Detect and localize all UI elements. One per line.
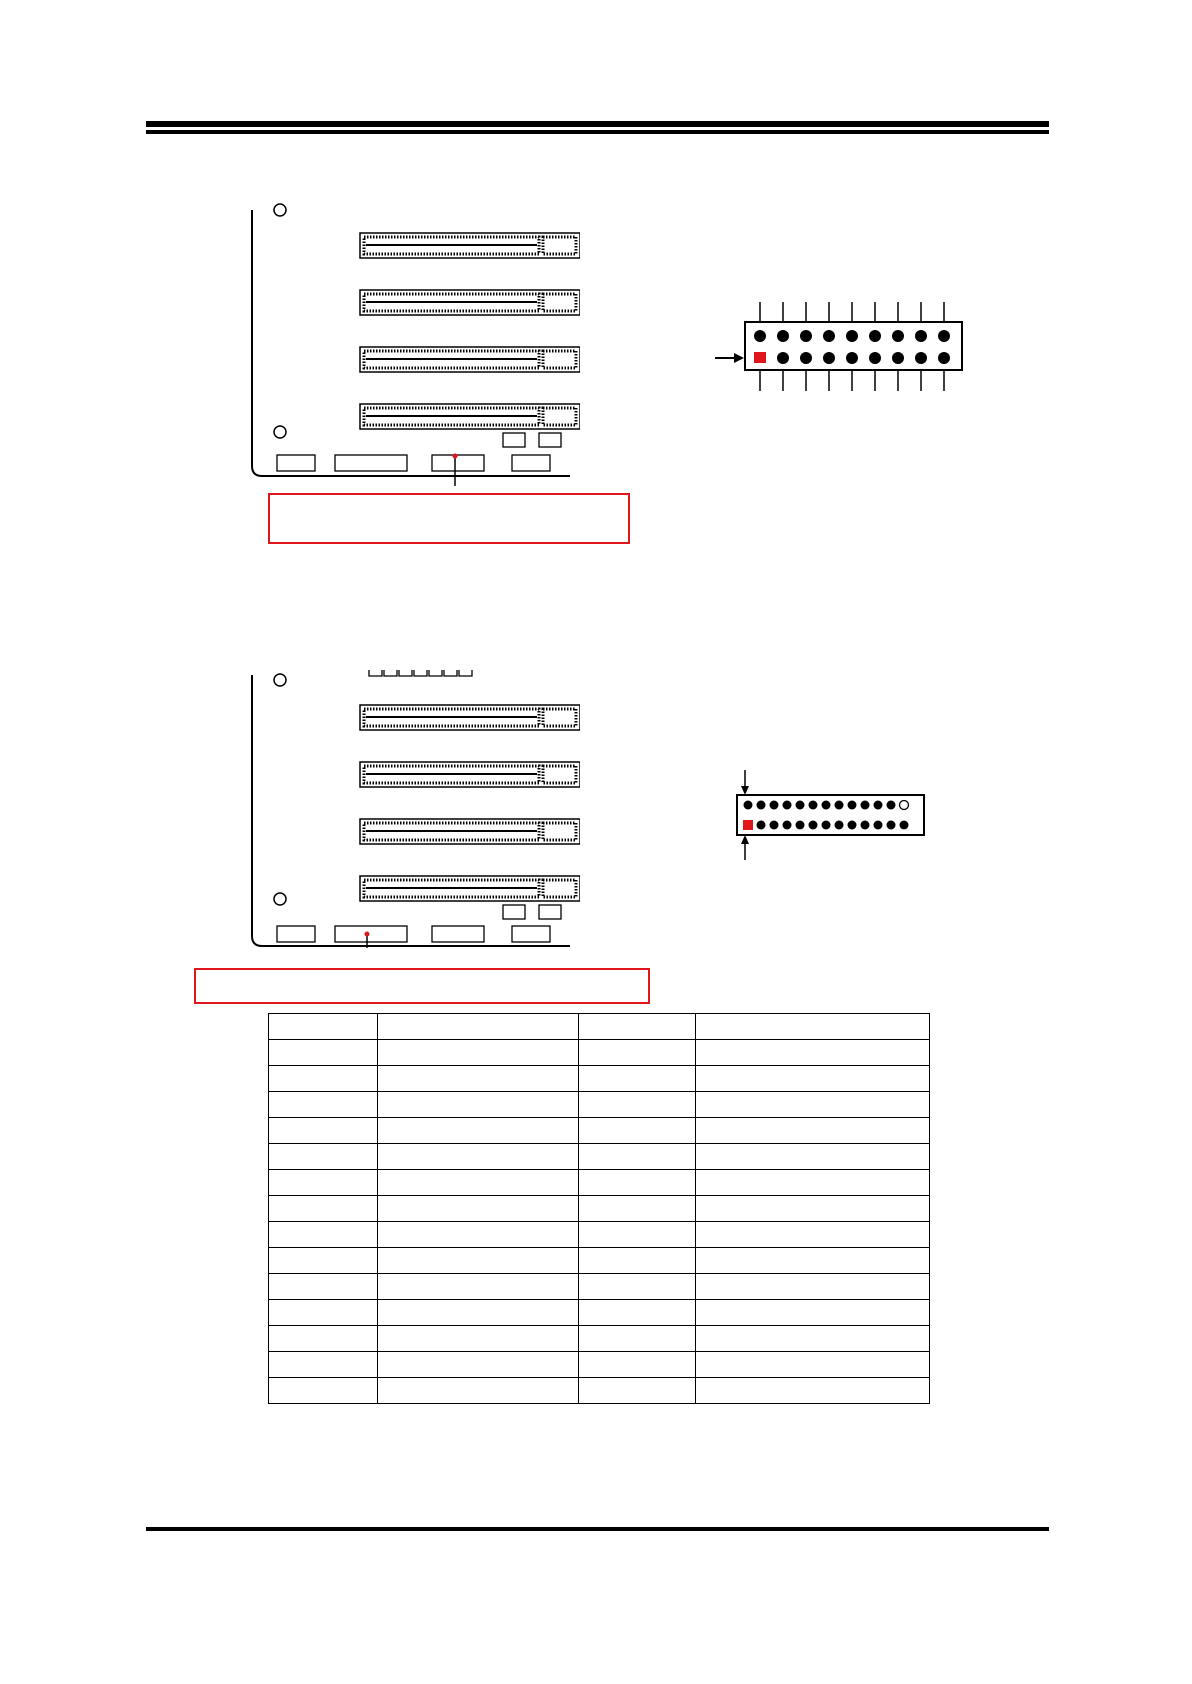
arrow-up-icon — [741, 835, 749, 844]
table-cell — [378, 1040, 579, 1066]
pci-slots — [360, 233, 580, 429]
table-cell — [269, 1352, 378, 1378]
table-cell — [378, 1378, 579, 1404]
table-cell — [269, 1248, 378, 1274]
jumper-blocks — [277, 905, 561, 942]
table-row — [269, 1144, 930, 1170]
pin-assignment-table — [268, 1013, 930, 1404]
table-cell — [579, 1092, 696, 1118]
table-cell — [696, 1326, 930, 1352]
motherboard-diagram-2 — [240, 670, 580, 950]
table-cell — [378, 1222, 579, 1248]
table-cell — [696, 1066, 930, 1092]
arrow-down-icon — [741, 786, 749, 795]
jumper-blocks — [277, 433, 561, 471]
table-cell — [269, 1378, 378, 1404]
table-cell — [696, 1092, 930, 1118]
table-cell — [579, 1144, 696, 1170]
table-cell — [696, 1118, 930, 1144]
footer-rule — [146, 1527, 1049, 1531]
table-header-cell — [269, 1014, 378, 1040]
table-cell — [269, 1040, 378, 1066]
table-cell — [696, 1274, 930, 1300]
table-header-cell — [696, 1014, 930, 1040]
table-cell — [579, 1274, 696, 1300]
table-header-cell — [378, 1014, 579, 1040]
table-row — [269, 1248, 930, 1274]
table-cell — [378, 1196, 579, 1222]
motherboard-diagram-1 — [240, 200, 580, 490]
table-cell — [378, 1118, 579, 1144]
table-cell — [696, 1222, 930, 1248]
table-row — [269, 1066, 930, 1092]
table-cell — [696, 1248, 930, 1274]
callout-box-1 — [268, 493, 630, 544]
header-rule-top — [146, 121, 1049, 127]
table-row — [269, 1326, 930, 1352]
table-cell — [378, 1066, 579, 1092]
table-cell — [696, 1378, 930, 1404]
table-cell — [696, 1040, 930, 1066]
table-cell — [378, 1092, 579, 1118]
table-row — [269, 1170, 930, 1196]
pci-slots — [360, 705, 580, 901]
table-row — [269, 1040, 930, 1066]
table-row — [269, 1274, 930, 1300]
table-cell — [269, 1300, 378, 1326]
table-cell — [579, 1040, 696, 1066]
table-cell — [579, 1170, 696, 1196]
table-cell — [579, 1326, 696, 1352]
table-cell — [378, 1248, 579, 1274]
table-cell — [696, 1196, 930, 1222]
table-cell — [579, 1378, 696, 1404]
table-cell — [579, 1352, 696, 1378]
pin-header-diagram-2 — [730, 765, 940, 865]
table-cell — [378, 1300, 579, 1326]
table-row — [269, 1222, 930, 1248]
table-cell — [378, 1170, 579, 1196]
table-row — [269, 1352, 930, 1378]
table-cell — [378, 1274, 579, 1300]
table-cell — [696, 1144, 930, 1170]
table-cell — [269, 1222, 378, 1248]
table-cell — [696, 1170, 930, 1196]
pin-header-diagram-1 — [710, 298, 970, 398]
table-row — [269, 1378, 930, 1404]
table-cell — [269, 1274, 378, 1300]
table-cell — [378, 1352, 579, 1378]
pin1-marker — [743, 820, 753, 830]
table-cell — [269, 1092, 378, 1118]
table-cell — [579, 1196, 696, 1222]
table-cell — [269, 1196, 378, 1222]
table-cell — [269, 1144, 378, 1170]
table-cell — [378, 1326, 579, 1352]
table-row — [269, 1300, 930, 1326]
table-row — [269, 1092, 930, 1118]
pin1-marker — [754, 352, 766, 363]
table-cell — [269, 1170, 378, 1196]
table-row — [269, 1196, 930, 1222]
table-cell — [378, 1144, 579, 1170]
table-cell — [579, 1118, 696, 1144]
table-cell — [579, 1066, 696, 1092]
table-cell — [696, 1352, 930, 1378]
table-cell — [579, 1248, 696, 1274]
key-pin-empty — [900, 801, 909, 810]
callout-box-2 — [194, 968, 650, 1004]
table-header-cell — [579, 1014, 696, 1040]
table-cell — [269, 1326, 378, 1352]
header-rule-bottom — [146, 130, 1049, 134]
table-cell — [269, 1066, 378, 1092]
table-row — [269, 1118, 930, 1144]
table-header-row — [269, 1014, 930, 1040]
table-cell — [269, 1118, 378, 1144]
arrow-right-icon — [734, 353, 744, 363]
table-cell — [579, 1222, 696, 1248]
table-cell — [579, 1300, 696, 1326]
table-cell — [696, 1300, 930, 1326]
